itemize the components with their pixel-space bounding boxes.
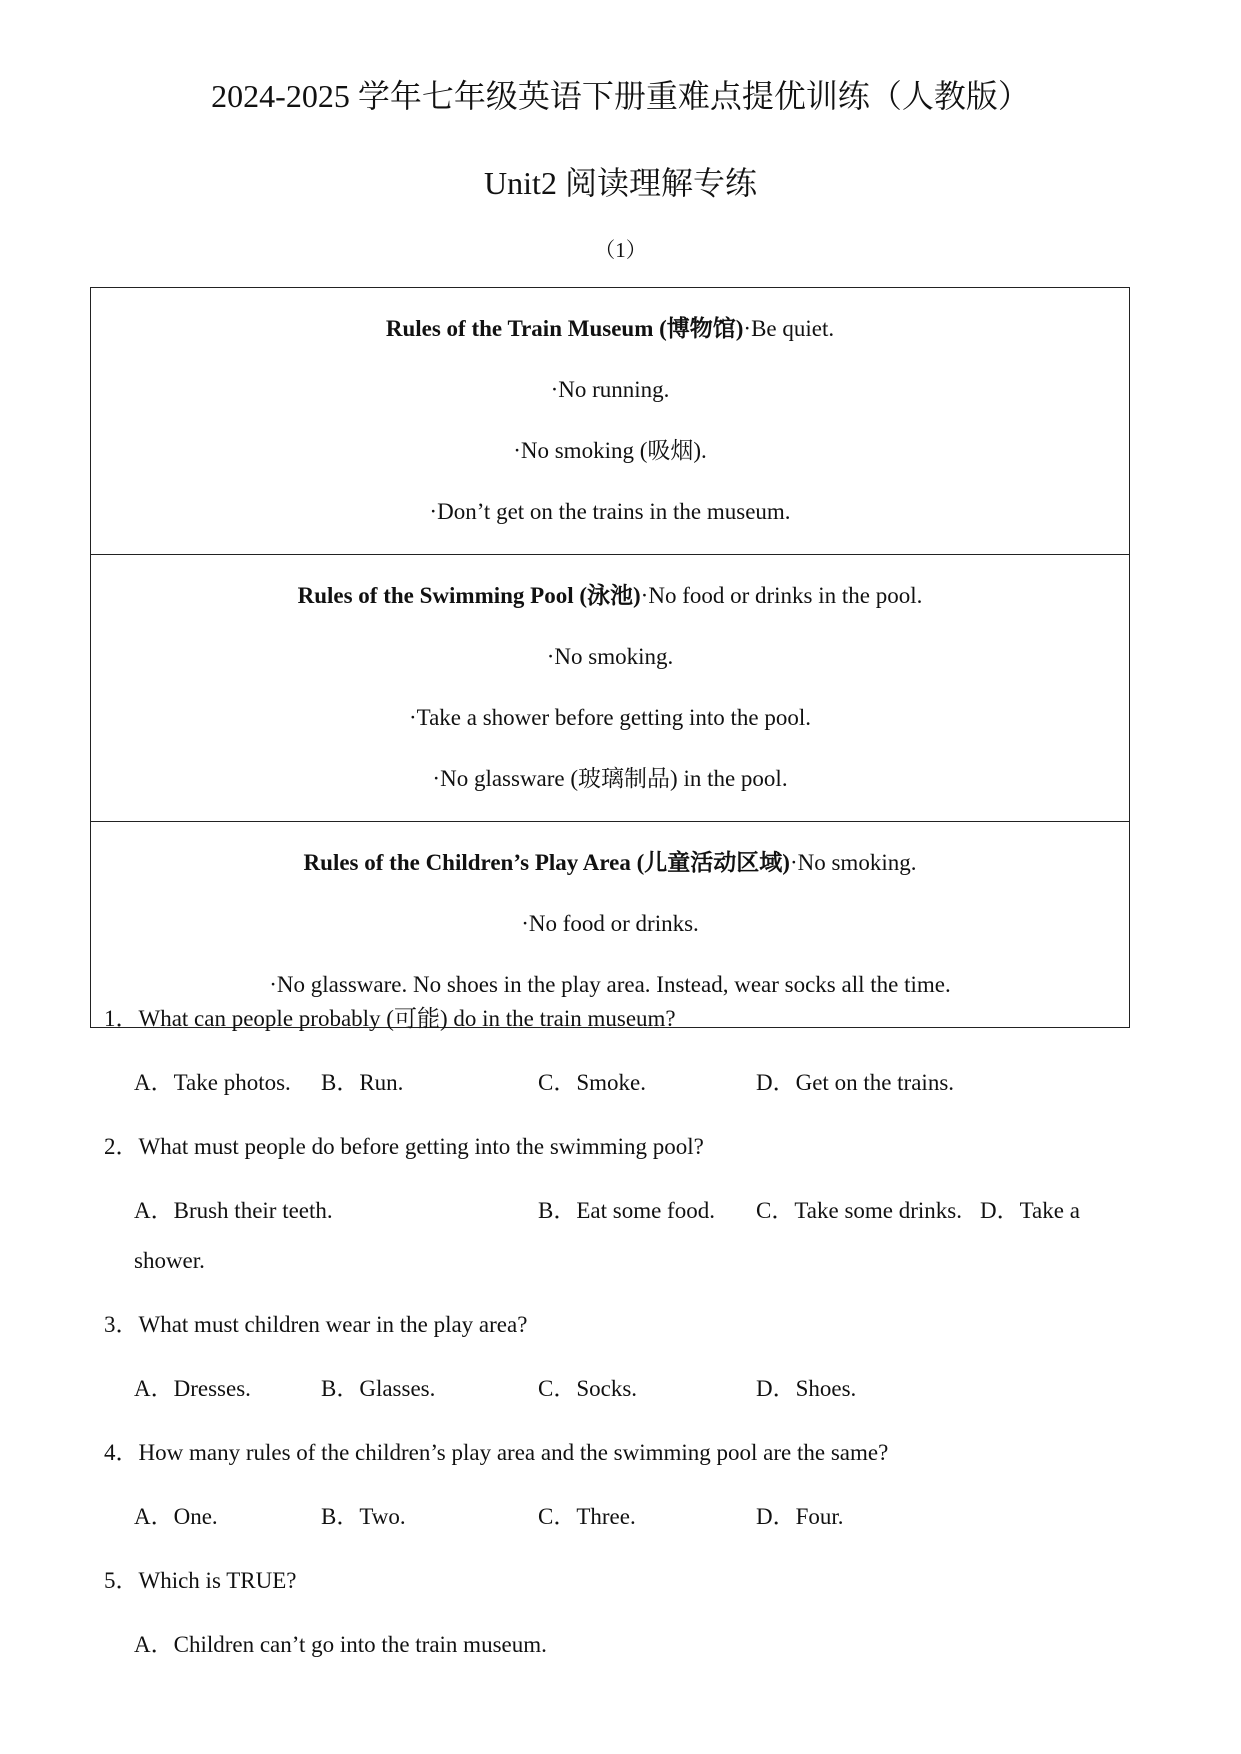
option-d[interactable]: D．Get on the trains.: [756, 1070, 955, 1095]
option-d[interactable]: D．Shoes.: [756, 1376, 857, 1401]
rule-text: ·No smoking (吸烟).: [513, 438, 707, 463]
rules-row-train-museum: [91, 288, 1130, 555]
option-a[interactable]: A．Dresses.: [134, 1376, 251, 1401]
question-text: 4．How many rules of the children’s play area and the swimming pool are the same?: [104, 1440, 889, 1465]
option-a[interactable]: A．Brush their teeth.: [134, 1198, 333, 1223]
rule-text: ·No food or drinks in the pool.: [640, 583, 923, 608]
option-a[interactable]: A．Take photos.: [134, 1070, 291, 1095]
option-c[interactable]: C．Three.: [538, 1504, 636, 1529]
rule-text: ·No running.: [550, 377, 670, 402]
option-b[interactable]: B．Eat some food.: [538, 1198, 715, 1223]
question-text: 5．Which is TRUE?: [104, 1568, 297, 1593]
option-b[interactable]: B．Glasses.: [321, 1376, 436, 1401]
rule-line: [99, 832, 1121, 893]
option-c[interactable]: C．Take some drinks.: [756, 1198, 963, 1223]
rules-heading: Rules of the Swimming Pool (泳池): [297, 583, 641, 608]
option-row: [104, 1630, 1134, 1660]
rules-table: [90, 287, 1130, 1028]
option-row: [104, 1196, 1134, 1226]
page-subtitle: Unit2 阅读理解专练: [484, 165, 757, 201]
rules-cell: [91, 555, 1130, 822]
option-d[interactable]: D．Take a: [980, 1198, 1080, 1223]
rule-text: ·Be quiet.: [743, 316, 835, 341]
rules-row-swimming-pool: [91, 555, 1130, 822]
option-b[interactable]: B．Run.: [321, 1070, 404, 1095]
rule-text: ·No smoking.: [789, 850, 917, 875]
rule-text: ·Don’t get on the trains in the museum.: [429, 499, 791, 524]
rules-row-play-area: [91, 822, 1130, 1028]
option-a[interactable]: A．Children can’t go into the train museum.: [134, 1632, 547, 1657]
rules-heading: Rules of the Train Museum (博物馆): [385, 316, 744, 341]
rules-cell: [91, 822, 1130, 1028]
option-d-continued: shower.: [134, 1248, 205, 1273]
question-text: 3．What must children wear in the play area?: [104, 1312, 528, 1337]
option-a[interactable]: A．One.: [134, 1504, 218, 1529]
rule-text: ·No food or drinks.: [521, 911, 699, 936]
rule-text: ·No glassware (玻璃制品) in the pool.: [432, 766, 788, 791]
rule-line: [99, 565, 1121, 626]
rule-text: ·No smoking.: [546, 644, 674, 669]
rule-line: [99, 298, 1121, 359]
option-c[interactable]: C．Smoke.: [538, 1070, 646, 1095]
option-row: [104, 1068, 1134, 1098]
option-d[interactable]: D．Four.: [756, 1504, 844, 1529]
question-text: 1．What can people probably (可能) do in the train museum?: [104, 1006, 676, 1031]
option-row: [104, 1374, 1134, 1404]
page-title: 2024-2025 学年七年级英语下册重难点提优训练（人教版）: [211, 78, 1030, 114]
option-b[interactable]: B．Two.: [321, 1504, 406, 1529]
option-c[interactable]: C．Socks.: [538, 1376, 638, 1401]
question-text: 2．What must people do before getting into the swimming pool?: [104, 1134, 704, 1159]
option-row: [104, 1502, 1134, 1532]
rule-text: ·Take a shower before getting into the pool.: [408, 705, 812, 730]
rule-text: ·No glassware. No shoes in the play area. Instead, wear socks all the time.: [269, 972, 951, 997]
question-list: [104, 1004, 1134, 1694]
rules-heading: Rules of the Children’s Play Area (儿童活动区域): [303, 850, 790, 875]
section-number: （1）: [594, 238, 647, 262]
rules-cell: [91, 288, 1130, 555]
